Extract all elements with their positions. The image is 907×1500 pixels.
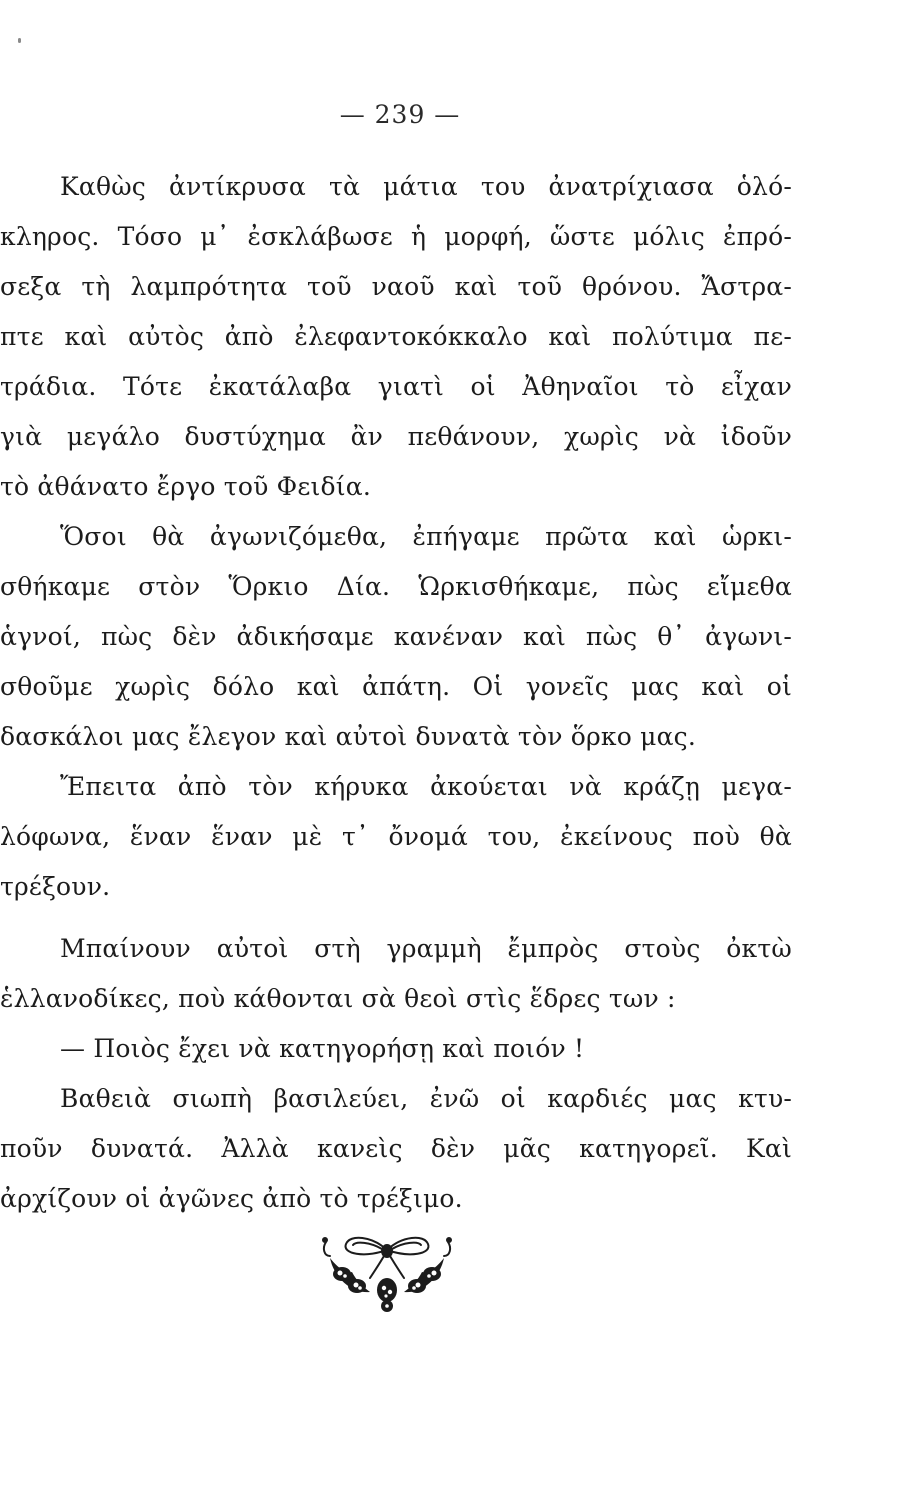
text-line: πτε καὶ αὐτὸς ἀπὸ ἐλεφαντοκόκκαλο καὶ πολύτιμα πε- — [0, 322, 792, 351]
text-line: σθοῦμε χωρὶς δόλο καὶ ἀπάτη. Οἱ γονεῖς μας καὶ οἱ — [0, 672, 792, 701]
text-line: Καθὼς ἀντίκρυσα τὰ μάτια του ἀνατρίχιασα ὁλό- — [60, 172, 792, 201]
text-line: δασκάλοι μας ἔλεγον καὶ αὐτοὶ δυνατὰ τὸν ὅρκο μας. — [0, 722, 697, 751]
text-line: ἑλλανοδίκες, ποὺ κάθονται σὰ θεοὶ στὶς ἕδρες των : — [0, 984, 676, 1013]
text-line: Ὅσοι θὰ ἀγωνιζόμεθα, ἐπήγαμε πρῶτα καὶ ὡρκι- — [60, 522, 792, 551]
text-line: λόφωνα, ἕναν ἕναν μὲ τ᾽ ὄνομά του, ἐκείνους ποὺ θὰ — [0, 822, 792, 851]
text-line: ἀρχίζουν οἱ ἀγῶνες ἀπὸ τὸ τρέξιμο. — [0, 1184, 463, 1213]
text-line: τρέξουν. — [0, 872, 111, 901]
text-line: ἁγνοί, πὼς δὲν ἀδικήσαμε κανέναν καὶ πὼς θ᾽ ἀγωνι- — [0, 622, 792, 651]
text-line: Μπαίνουν αὐτοὶ στὴ γραμμὴ ἔμπρὸς στοὺς ὀκτὼ — [60, 934, 792, 963]
text-line: Βαθειὰ σιωπὴ βασιλεύει, ἐνῶ οἱ καρδιές μας κτυ- — [60, 1084, 792, 1113]
text-line: σθήκαμε στὸν Ὅρκιο Δία. Ὡρκισθήκαμε, πὼς εἴμεθα — [0, 572, 792, 601]
text-line: τράδια. Τότε ἐκατάλαβα γιατὶ οἱ Ἀθηναῖοι τὸ εἶχαν — [0, 372, 792, 401]
paper-speck — [18, 38, 21, 43]
text-line: τὸ ἀθάνατο ἔργο τοῦ Φειδία. — [0, 472, 371, 501]
page-number: — 239 — — [339, 100, 461, 129]
text-line: — Ποιὸς ἔχει νὰ κατηγορήσῃ καὶ ποιόν ! — [60, 1034, 585, 1063]
bow-garland-ornament-icon — [312, 1228, 462, 1318]
text-line: σεξα τὴ λαμπρότητα τοῦ ναοῦ καὶ τοῦ θρόνου. Ἄστρα- — [0, 272, 792, 301]
text-line: κληρος. Τόσο μ᾽ ἐσκλάβωσε ἡ μορφή, ὥστε μόλις ἐπρό- — [0, 222, 792, 251]
text-line: ποῦν δυνατά. Ἀλλὰ κανεὶς δὲν μᾶς κατηγορεῖ. Καὶ — [0, 1134, 792, 1163]
text-line: γιὰ μεγάλο δυστύχημα ἂν πεθάνουν, χωρὶς νὰ ἰδοῦν — [0, 422, 792, 451]
body-text — [0, 162, 792, 1224]
text-line: Ἔπειτα ἀπὸ τὸν κήρυκα ἀκούεται νὰ κράζῃ μεγα- — [60, 772, 792, 801]
